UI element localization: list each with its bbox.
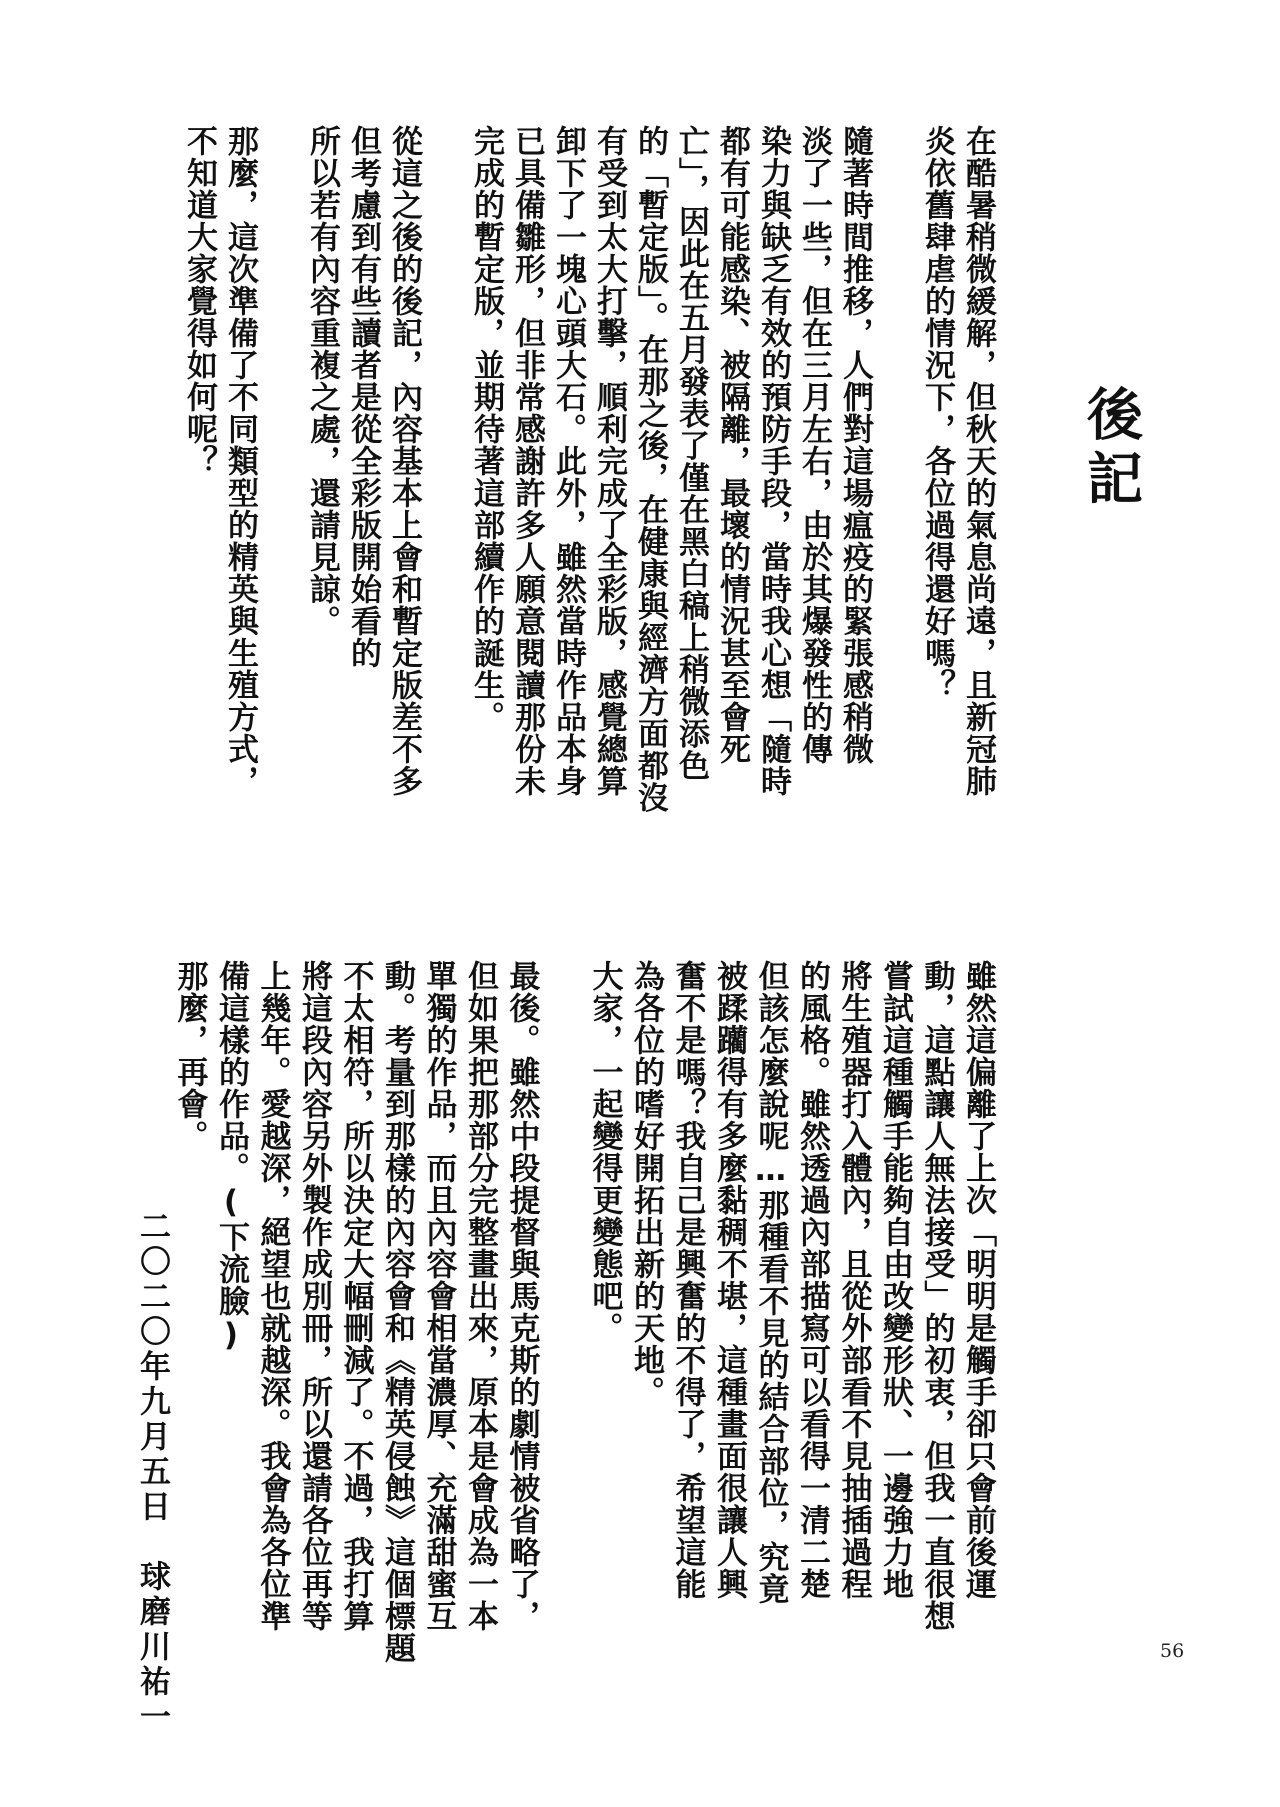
signature-date-author: 二〇二〇年九月五日 球磨川祐一 <box>134 1210 170 1735</box>
page-number: 56 <box>1160 1640 1185 1662</box>
afterword-upper-text: 在酷暑稍微緩解，但秋天的氣息尚遠，且新冠肺 炎依舊肆虐的情況下，各位過得還好嗎？ 隨著時間推移，人們對這場瘟疫的緊張感稍微 淡了一些，但在三月左右，由於其爆發性的傳 染力與缺乏有效的預防手段，當時我心想「隨時 都有可能感染、被隔離，最壞的情況甚至會死 亡」，因此在五月發表了僅在黑白稿上稍微添色 的「暫定版」。在那之後，在健康與經濟方面都沒 有受到太大打擊，順利完成了全彩版，感覺總算 卸下了一塊心頭大石。此外，雖然當時作品本身 已具備雛形，但非常感謝許多人願意閱讀那份未 完成的暫定版，並期待著這部續作的誕生。 從這之後的後記，內容基本上會和暫定版差不多 但考慮到有些讀者是從全彩版開始看的 所以若有內容重複之處，還請見諒。 那麼，這次準備了不同類型的精英與生殖方式， 不知道大家覺得如何呢？ <box>181 125 996 814</box>
afterword-lower-text: 雖然這偏離了上次「明明是觸手卻只會前後運 動，這點讓人無法接受」的初衷，但我一直很想 嘗試這種觸手能夠自由改變形狀、一邊強力地 將生殖器打入體內，且從外部看不見抽插過程 的風格。雖然透過內部描寫可以看得一清二楚 但該怎麼說呢…那種看不見的結合部位，究竟 被蹂躪得有多麼黏稠不堪，這種畫面很讓人興 奮不是嗎？我自己是興奮的不得了，希望這能 為各位的嗜好開拓出新的天地。 大家，一起變得更變態吧。 最後。雖然中段提督與馬克斯的劇情被省略了， 但如果把那部分完整畫出來，原本是會成為一本 單獨的作品，而且內容會相當濃厚、充滿甜蜜互 動。考量到那樣的內容會和《精英侵蝕》這個標題 不太相符，所以決定大幅刪減了。不過，我打算 將這段內容另外製作成別冊，所以還請各位再等 上幾年。愛越深，絕望也就越深。我會為各位準 備這樣的作品。(下流臉) 那麼，再會。 <box>171 960 996 1664</box>
page-title: 後記 <box>1078 385 1143 513</box>
